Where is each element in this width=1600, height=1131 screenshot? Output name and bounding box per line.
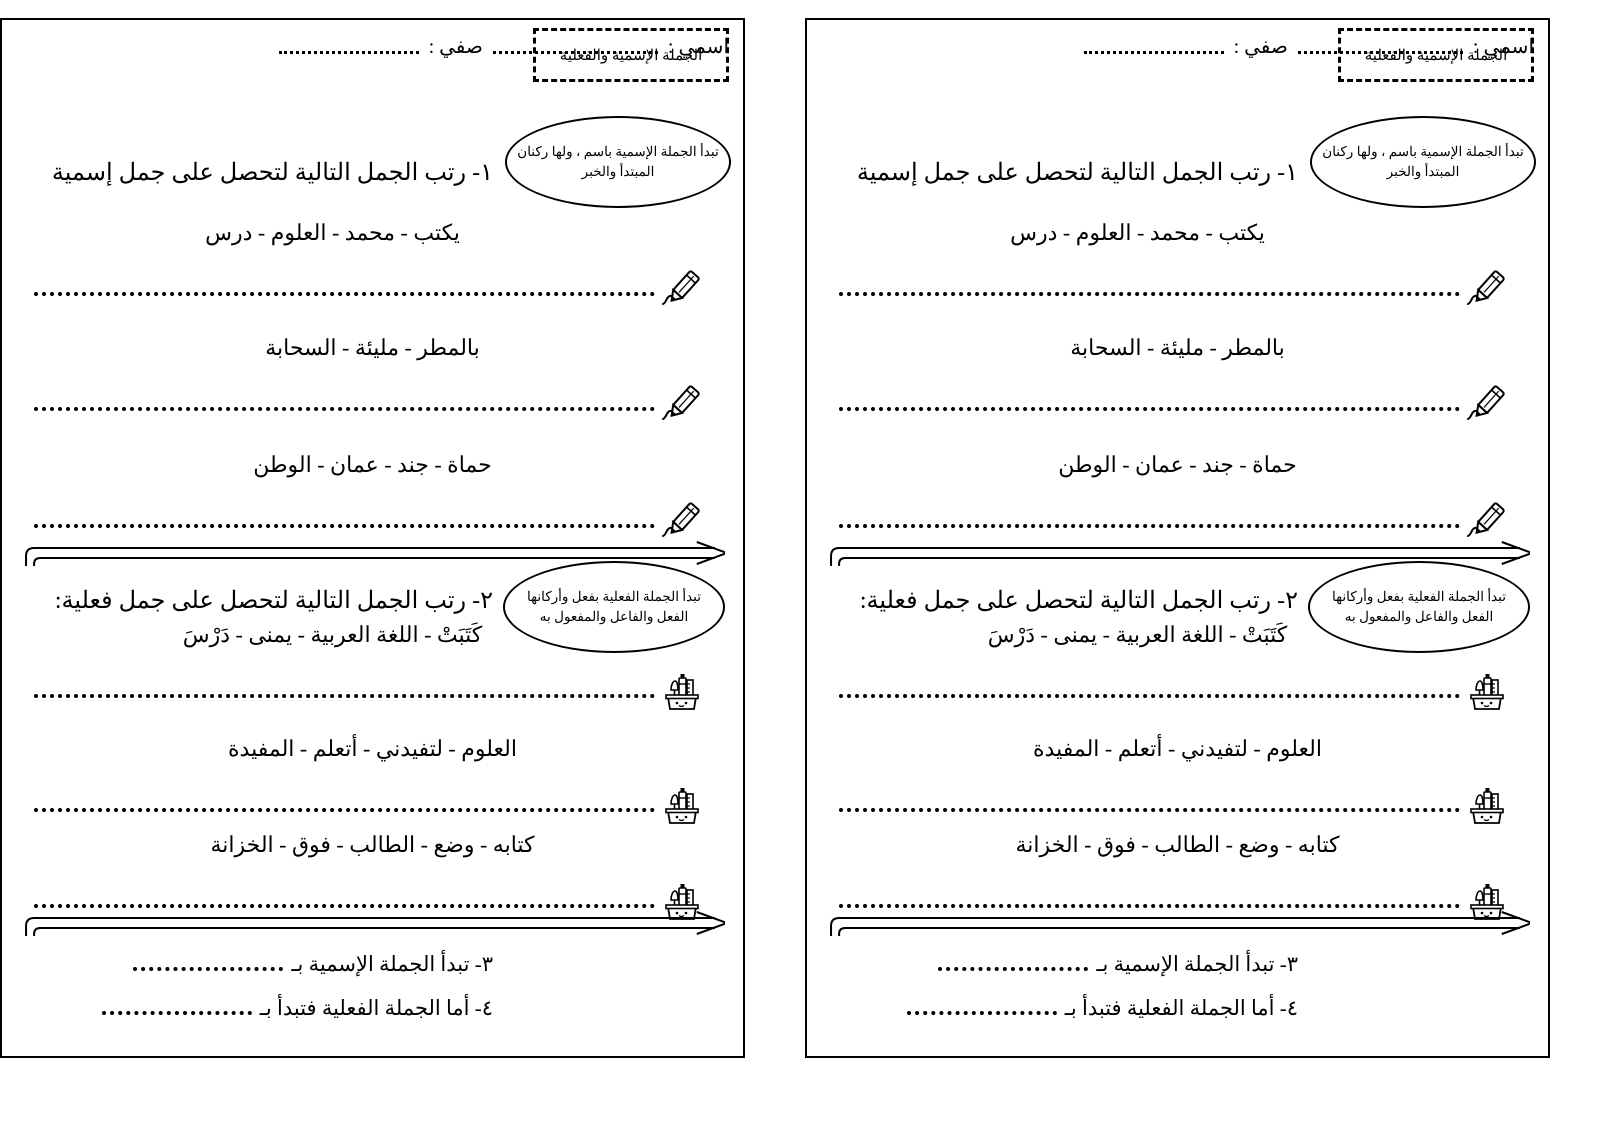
answer-dotted-line[interactable] (34, 808, 655, 812)
answer-dotted-line[interactable] (34, 292, 655, 296)
exercise-row (2, 736, 743, 838)
hint-bubble-verbal (503, 561, 725, 653)
hint-bubble-verbal (1308, 561, 1530, 653)
question-1-heading: ١- رتب الجمل التالية لتحصل على جمل إسمية (51, 160, 493, 186)
pencil-cup-icon (1462, 670, 1508, 712)
class-label: صفي : (1233, 36, 1288, 58)
section-divider-arrow (825, 910, 1530, 936)
statement-blank[interactable] (102, 999, 252, 1015)
exercise-answer-area[interactable] (839, 272, 1508, 306)
name-label: اسمي : (1472, 36, 1534, 58)
question-2-heading: ٢- رتب الجمل التالية لتحصل على جمل فعلية: (54, 588, 493, 614)
answer-dotted-line[interactable] (34, 904, 655, 908)
answer-dotted-line[interactable] (839, 407, 1460, 411)
hint-bubble-verbal-text: تبدأ الجملة الفعلية بفعل وأركانها الفعل والفاعل والمفعول به (527, 589, 701, 624)
exercise-words: كَتَبَتْ - اللغة العربية - يمنى - دَرْسَ (987, 622, 1288, 647)
statement-text: ٤- أما الجملة الفعلية فتبدأ بـ (1064, 996, 1298, 1020)
hint-bubble-nominal-text: تبدأ الجملة الإسمية باسم ، ولها ركنان المبتدأ والخبر (517, 144, 719, 179)
page-title: الجملة الإسمية والفعلية (559, 47, 703, 64)
exercise-answer-area[interactable] (839, 387, 1508, 421)
pencil-icon (657, 268, 703, 310)
section-divider-arrow (20, 910, 725, 936)
answer-dotted-line[interactable] (839, 808, 1460, 812)
worksheet-page-1 (0, 18, 745, 1058)
statement-blank[interactable] (938, 955, 1088, 971)
exercise-row (2, 452, 743, 554)
exercise-row (807, 736, 1548, 838)
class-blank[interactable] (279, 39, 419, 54)
exercise-words: يكتب - محمد - العلوم - درس (205, 220, 460, 245)
page-title: الجملة الإسمية والفعلية (1364, 47, 1508, 64)
name-label: اسمي : (667, 36, 729, 58)
exercise-answer-area[interactable] (839, 674, 1508, 708)
statement-text: ٣- تبدأ الجملة الإسمية بـ (291, 952, 493, 976)
answer-dotted-line[interactable] (34, 524, 655, 528)
pencil-cup-icon (657, 670, 703, 712)
hint-bubble-nominal (505, 116, 731, 208)
answer-dotted-line[interactable] (839, 292, 1460, 296)
exercise-row (807, 335, 1548, 437)
exercise-words: العلوم - لتفيدني - أتعلم - المفيدة (1033, 736, 1322, 761)
exercise-row (807, 220, 1548, 322)
answer-dotted-line[interactable] (34, 407, 655, 411)
page-header (2, 20, 743, 98)
pencil-cup-icon (1462, 784, 1508, 826)
exercise-answer-area[interactable] (34, 387, 703, 421)
answer-dotted-line[interactable] (839, 524, 1460, 528)
question-1-heading: ١- رتب الجمل التالية لتحصل على جمل إسمية (856, 160, 1298, 186)
statement-row (938, 952, 1298, 977)
exercise-answer-area[interactable] (34, 788, 703, 822)
class-label: صفي : (428, 36, 483, 58)
exercise-row (2, 220, 743, 322)
exercise-words: كتابه - وضع - الطالب - فوق - الخزانة (1015, 832, 1340, 857)
exercise-words: حماة - جند - عمان - الوطن (1058, 452, 1297, 477)
exercise-words: بالمطر - مليئة - السحابة (1070, 335, 1285, 360)
exercise-answer-area[interactable] (839, 788, 1508, 822)
statement-text: ٤- أما الجملة الفعلية فتبدأ بـ (259, 996, 493, 1020)
worksheet-title-box (1338, 28, 1534, 82)
hint-bubble-nominal (1310, 116, 1536, 208)
page-header (807, 20, 1548, 98)
question-2-heading: ٢- رتب الجمل التالية لتحصل على جمل فعلية: (859, 588, 1298, 614)
pencil-icon (1462, 500, 1508, 542)
exercise-answer-area[interactable] (34, 504, 703, 538)
exercise-row (2, 335, 743, 437)
statement-blank[interactable] (133, 955, 283, 971)
hint-bubble-verbal-text: تبدأ الجملة الفعلية بفعل وأركانها الفعل والفاعل والمفعول به (1332, 589, 1506, 624)
worksheet-page-2 (805, 18, 1550, 1058)
exercise-words: بالمطر - مليئة - السحابة (265, 335, 480, 360)
worksheet-title-box (533, 28, 729, 82)
answer-dotted-line[interactable] (839, 694, 1460, 698)
class-blank[interactable] (1084, 39, 1224, 54)
answer-dotted-line[interactable] (839, 904, 1460, 908)
statement-text: ٣- تبدأ الجملة الإسمية بـ (1096, 952, 1298, 976)
statement-row (133, 952, 493, 977)
exercise-words: يكتب - محمد - العلوم - درس (1010, 220, 1265, 245)
statement-blank[interactable] (907, 999, 1057, 1015)
pencil-icon (657, 500, 703, 542)
pencil-cup-icon (657, 784, 703, 826)
pencil-icon (1462, 268, 1508, 310)
exercise-row (807, 452, 1548, 554)
hint-bubble-nominal-text: تبدأ الجملة الإسمية باسم ، ولها ركنان المبتدأ والخبر (1322, 144, 1524, 179)
answer-dotted-line[interactable] (34, 694, 655, 698)
pencil-icon (657, 383, 703, 425)
exercise-words: كَتَبَتْ - اللغة العربية - يمنى - دَرْسَ (182, 622, 483, 647)
exercise-answer-area[interactable] (34, 272, 703, 306)
exercise-words: حماة - جند - عمان - الوطن (253, 452, 492, 477)
statement-row (907, 996, 1298, 1021)
exercise-words: العلوم - لتفيدني - أتعلم - المفيدة (228, 736, 517, 761)
exercise-answer-area[interactable] (34, 674, 703, 708)
pencil-icon (1462, 383, 1508, 425)
exercise-words: كتابه - وضع - الطالب - فوق - الخزانة (210, 832, 535, 857)
statement-row (102, 996, 493, 1021)
exercise-answer-area[interactable] (839, 504, 1508, 538)
